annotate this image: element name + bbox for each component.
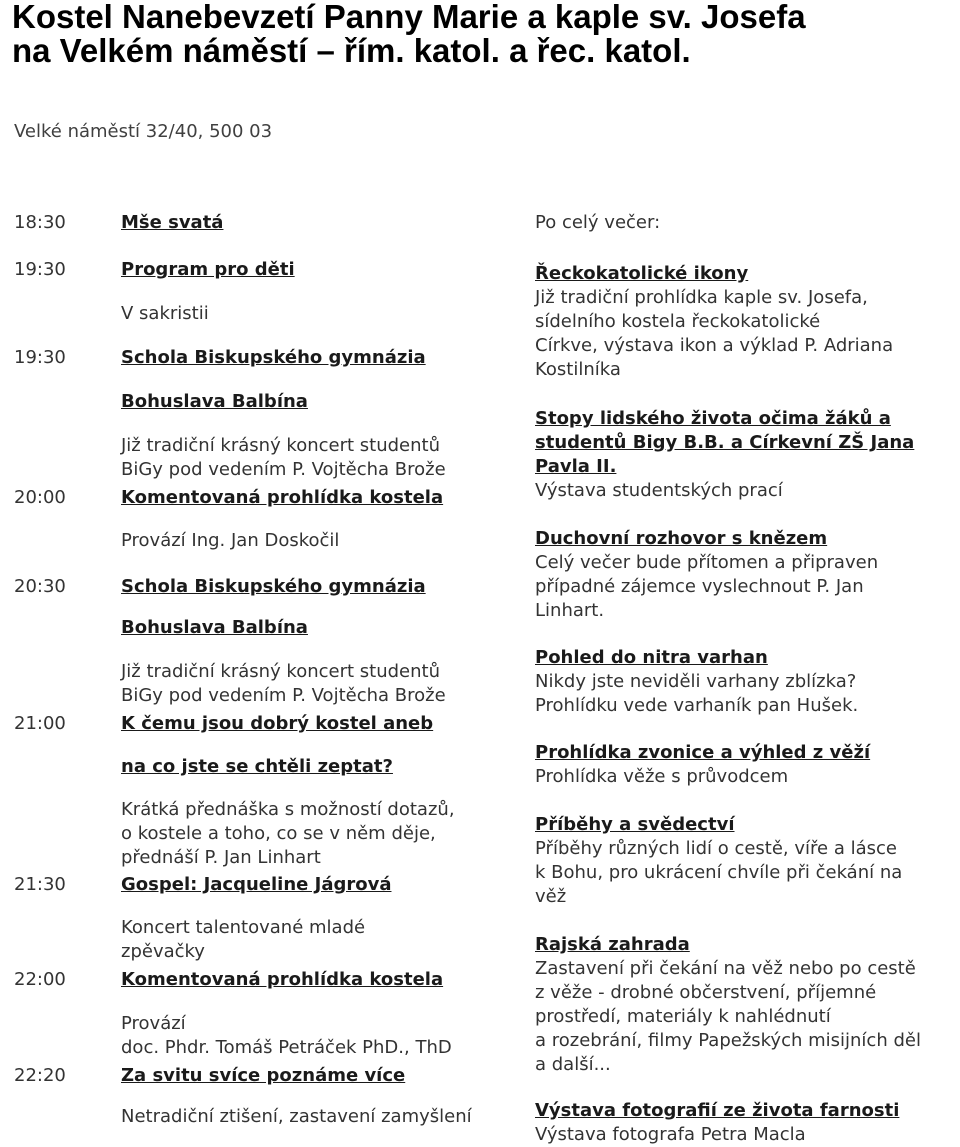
program-heading: Mše svatá xyxy=(121,212,224,233)
evening-intro: Po celý večer: xyxy=(535,212,661,233)
program-heading: Komentovaná prohlídka kostela xyxy=(121,487,444,508)
program-heading: Za svitu svíce poznáme více xyxy=(121,1065,406,1086)
program-description: Provází Ing. Jan Doskočil xyxy=(121,530,340,551)
side-item: Prohlídka zvonice a výhled z věží Prohlídka věže s průvodcem xyxy=(535,742,871,787)
program-heading: Schola Biskupského gymnázia xyxy=(121,347,426,368)
title-line-1: Kostel Nanebevzetí Panny Marie a kaple sv. Josefa xyxy=(12,0,806,35)
program-time: 21:00 xyxy=(14,713,66,734)
side-item: Stopy lidského života očima žáků a studentů Bigy B.B. a Církevní ZŠ Jana Pavla II. Výstava studentských prací xyxy=(535,408,915,501)
side-item: Pohled do nitra varhan Nikdy jste neviděli varhany zblízka? Prohlídku vede varhaník pan Hušek. xyxy=(535,647,859,716)
page-title xyxy=(12,0,952,68)
program-description: Netradiční ztišení, zastavení zamyšlení xyxy=(121,1106,472,1127)
address: Velké náměstí 32/40, 500 03 xyxy=(14,121,273,142)
program-heading: K čemu jsou dobrý kostel aneb xyxy=(121,713,434,734)
program-heading: Program pro děti xyxy=(121,259,295,280)
program-heading: Gospel: Jacqueline Jágrová xyxy=(121,874,392,895)
side-item: Duchovní rozhovor s knězem Celý večer bude přítomen a připraven případné zájemce vyslechnout P. Jan Linhart. xyxy=(535,528,879,621)
side-item: Rajská zahrada Zastavení při čekání na věž nebo po cestě z věže - drobné občerstvení, příjemné prostředí, materiály k nahlédnutí a rozebrání, filmy Papežských misijních děl a další... xyxy=(535,934,921,1075)
program-description: Provází doc. Phdr. Tomáš Petráček PhD., ThD xyxy=(121,1013,452,1058)
program-heading: na co jste se chtěli zeptat? xyxy=(121,756,393,777)
side-item: Řeckokatolické ikony Již tradiční prohlídka kaple sv. Josefa, sídelního kostela řeckokatolické Církve, výstava ikon a výklad P. Adriana Kostilníka xyxy=(535,263,894,380)
program-time: 19:30 xyxy=(14,259,66,280)
program-heading: Schola Biskupského gymnázia xyxy=(121,576,426,597)
program-heading: Bohuslava Balbína xyxy=(121,617,308,638)
program-description: Koncert talentované mladé zpěvačky xyxy=(121,917,366,962)
program-time: 22:00 xyxy=(14,969,66,990)
title-line-2: na Velkém náměstí – řím. katol. a řec. katol. xyxy=(12,32,691,69)
program-time: 20:30 xyxy=(14,576,66,597)
program-description: Již tradiční krásný koncert studentů BiGy pod vedením P. Vojtěcha Brože xyxy=(121,435,446,480)
program-description: Již tradiční krásný koncert studentů BiGy pod vedením P. Vojtěcha Brože xyxy=(121,661,446,706)
program-time: 20:00 xyxy=(14,487,66,508)
program-time: 19:30 xyxy=(14,347,66,368)
program-time: 21:30 xyxy=(14,874,66,895)
program-time: 22:20 xyxy=(14,1065,66,1086)
side-item: Výstava fotografií ze života farnosti Výstava fotografa Petra Macla xyxy=(535,1100,900,1145)
program-heading: Komentovaná prohlídka kostela xyxy=(121,969,444,990)
program-description: Krátká přednáška s možností dotazů, o kostele a toho, co se v něm děje, přednáší P. Jan Linhart xyxy=(121,799,455,868)
side-item: Příběhy a svědectví Příběhy různých lidí o cestě, víře a lásce k Bohu, pro ukrácení chvíle při čekání na věž xyxy=(535,814,903,907)
program-time: 18:30 xyxy=(14,212,66,233)
program-heading: Bohuslava Balbína xyxy=(121,391,308,412)
program-description: V sakristii xyxy=(121,303,209,324)
